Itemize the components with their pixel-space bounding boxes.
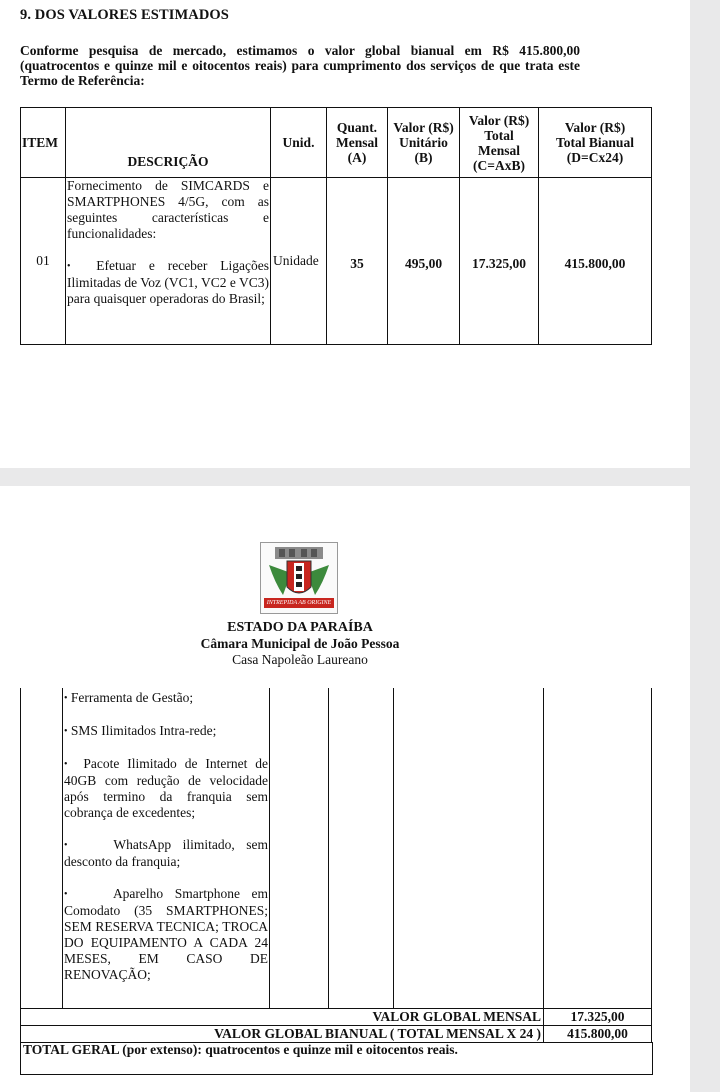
header-house: Casa Napoleão Laureano [232, 652, 368, 667]
empty-cell [21, 688, 63, 1008]
empty-cell [270, 688, 329, 1008]
total-bianual-row [21, 1025, 652, 1042]
empty-cell [329, 688, 394, 1008]
row-valor-bianual: 415.800,00 [539, 178, 652, 345]
continued-table [20, 688, 652, 1043]
intro-paragraph: Conforme pesquisa de mercado, estimamos o valor global bianual em R$ 415.800,00 (quatrocentos e quinze mil e oitocentos reais) para cumprimento dos serviços de que trata este Termo de Referência: [20, 43, 580, 88]
table-row [21, 688, 652, 1008]
header-chamber: Câmara Municipal de João Pessoa [200, 636, 400, 651]
row-valor-mensal: 17.325,00 [460, 178, 539, 345]
empty-cell [544, 688, 652, 1008]
row-unid: Unidade [271, 178, 327, 345]
coat-of-arms-icon [260, 542, 338, 614]
total-mensal-value: 17.325,00 [544, 1008, 652, 1025]
section-title: 9. DOS VALORES ESTIMADOS [20, 7, 229, 23]
emblem-motto-ribbon: INTREPIDA AB ORIGINE [264, 598, 334, 608]
total-extenso: TOTAL GERAL (por extenso): quatrocentos e quinze mil e oitocentos reais. [20, 1042, 653, 1075]
total-mensal-row [21, 1008, 652, 1025]
total-mensal-label: VALOR GLOBAL MENSAL [21, 1008, 544, 1025]
header-unid: Unid. [271, 108, 327, 178]
values-table [20, 107, 652, 345]
header-descricao: DESCRIÇÃO [66, 108, 271, 178]
header-quant: Quant. Mensal (A) [327, 108, 388, 178]
empty-cell [394, 688, 544, 1008]
header-state: ESTADO DA PARAÍBA [227, 620, 373, 635]
row-description-continued: • Ferramenta de Gestão; • SMS Ilimitados Intra-rede; • Pacote Ilimitado de Internet de 40GB com redução de velocidade após termino da franquia sem cobrança de excedentes; • WhatsApp ilimitado, sem desconto da franquia; • Aparelho Smartphone em Comodato (35 SMARTPHONES; SEM RESERVA TECNICA; TROCA DO EQUIPAMENTO A CADA 24 MESES, EM CASO DE RENOVAÇÃO; [63, 688, 270, 1008]
document-page-2 [0, 486, 690, 1092]
header-valor-bianual: Valor (R$) Total Bianual (D=Cx24) [539, 108, 652, 178]
row-quant: 35 [327, 178, 388, 345]
row-valor-unitario: 495,00 [388, 178, 460, 345]
header-item: ITEM [21, 108, 66, 178]
header-valor-unitario: Valor (R$) Unitário (B) [388, 108, 460, 178]
total-bianual-value: 415.800,00 [544, 1025, 652, 1042]
document-page-1 [0, 0, 690, 468]
header-valor-mensal: Valor (R$) Total Mensal (C=AxB) [460, 108, 539, 178]
row-description: Fornecimento de SIMCARDS e SMARTPHONES 4/5G, com as seguintes características e funcionalidades: • Efetuar e receber Ligações Ilimitadas de Voz (VC1, VC2 e VC3) para quaisquer operadoras do Brasil; [66, 178, 271, 345]
total-bianual-label: VALOR GLOBAL BIANUAL ( TOTAL MENSAL X 24 ) [21, 1025, 544, 1042]
table-header-row [21, 108, 652, 178]
table-row [21, 178, 652, 345]
row-item: 01 [21, 178, 66, 345]
